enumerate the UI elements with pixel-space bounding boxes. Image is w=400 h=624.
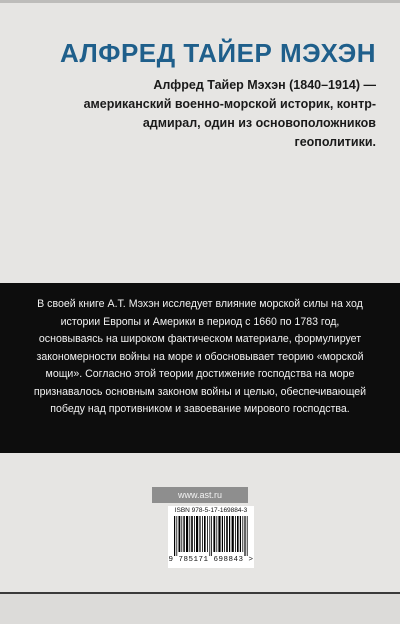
barcode-icon — [174, 516, 248, 556]
author-name: АЛФРЕД ТАЙЕР МЭХЭН — [59, 38, 376, 68]
book-blurb: В своей книге А.Т. Мэхэн исследует влияние морской силы на ход истории Европы и Америки в период с 1660 по 1783 год, основываясь на широком фактическом материале, формулирует закономерности войны на море и обосновывает теорию «морской мощи». Согласно этой теории достижение господства на море признавалось основным законом войны и целью, обеспечивающей победу над противником и завоевание мирового господства. — [33, 298, 367, 415]
barcode-block — [168, 506, 254, 568]
barcode-digits: 9 785171 698843 > — [168, 556, 254, 564]
publisher-site-label: www.ast.ru — [152, 487, 248, 503]
bottom-strip — [0, 594, 400, 624]
author-bio: Алфред Тайер Мэхэн (1840–1914) — американский военно-морской историк, контр-адмирал, один из основоположников геополитики. — [83, 78, 376, 149]
top-rule — [0, 0, 400, 3]
isbn-label: ISBN 978-5-17-169884-3 — [174, 507, 248, 514]
